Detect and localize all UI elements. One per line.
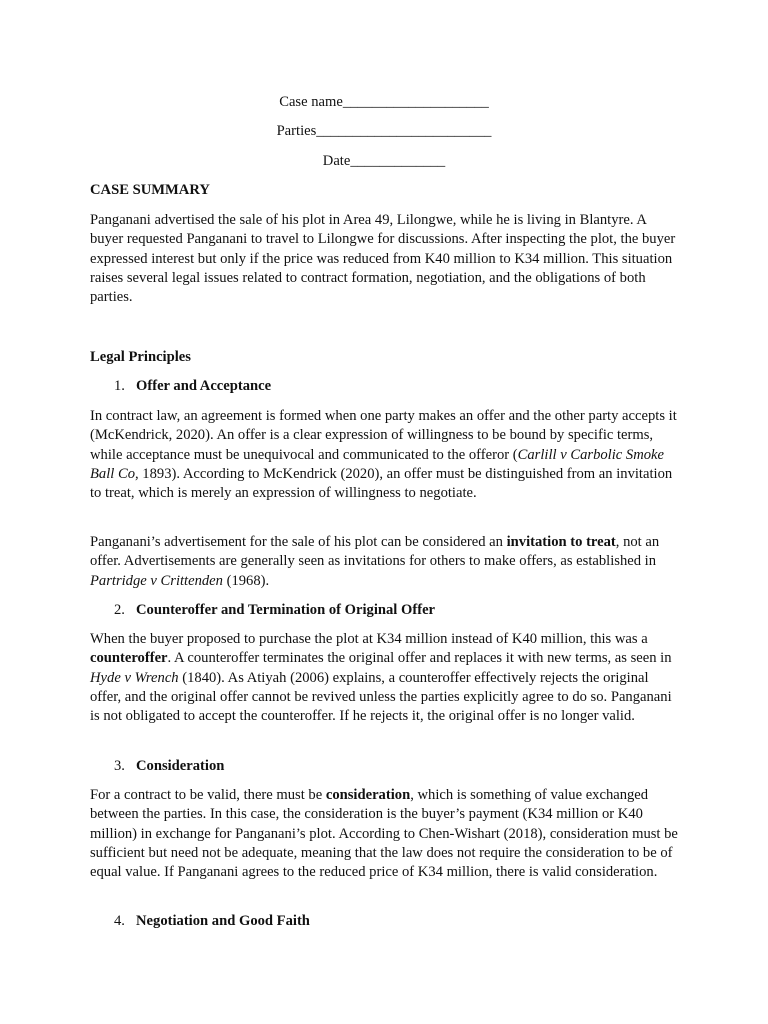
offer-acceptance-paragraph-1: In contract law, an agreement is formed when one party makes an offer and the other party accepts it (McKendrick, 2020). An offer is a clear expression of willingness to be bound by specific terms, while acceptance must be unequivocal and communicated to the offeror (Carlill v Carbolic Smoke Ball Co, 1893). According to McKendrick (2020), an offer must be distinguished from an invitation to treat, which is merely an expression of willingness to negotiate. xyxy=(90,408,677,502)
case-name-line: Case name____________________ xyxy=(279,94,489,110)
consideration-paragraph: For a contract to be valid, there must be consideration, which is something of value exchanged between the parties. In this case, the consideration is the buyer’s payment (K34 million or K40 million) in exchange for Panganani’s plot. According to Chen-Wishart (2018), consideration must be sufficient but need not be adequate, meaning that the law does not require the consideration to be of equal value. If Panganani agrees to the reduced price of K34 million, there is valid consideration. xyxy=(90,787,678,881)
section-title: Negotiation and Good Faith xyxy=(136,913,310,929)
section-heading-consideration xyxy=(114,757,224,776)
section-number: 1. xyxy=(114,378,125,394)
key-term: invitation to treat xyxy=(506,534,616,550)
case-citation: Hyde v Wrench xyxy=(90,669,179,686)
section-number: 3. xyxy=(114,758,125,774)
counteroffer-paragraph: When the buyer proposed to purchase the plot at K34 million instead of K40 million, this was a counteroffer. A counteroffer terminates the original offer and replaces it with new terms, as seen in Hyde v Wrench (1840). As Atiyah (2006) explains, a counteroffer effectively rejects the original offer, and the original offer cannot be revived unless the parties explicitly agree to do so. Panganani is not obligated to accept the counteroffer. If he rejects it, the original offer is no longer valid. xyxy=(90,631,672,725)
section-title: Consideration xyxy=(136,758,225,774)
section-title: Counteroffer and Termination of Original Offer xyxy=(136,602,436,618)
section-title: Offer and Acceptance xyxy=(136,378,272,394)
key-term: counteroffer xyxy=(90,650,168,667)
legal-principles-heading: Legal Principles xyxy=(90,349,191,365)
section-heading-counteroffer xyxy=(114,601,435,620)
case-summary-heading: CASE SUMMARY xyxy=(90,182,210,198)
date-line: Date_____________ xyxy=(322,153,446,169)
section-heading-negotiation xyxy=(114,912,310,931)
key-term: consideration xyxy=(325,787,411,803)
parties-line: Parties________________________ xyxy=(276,123,492,139)
section-heading-offer-acceptance xyxy=(114,377,271,396)
case-citation: Partridge v Crittenden xyxy=(90,572,223,589)
section-number: 2. xyxy=(114,602,125,618)
case-citation: Carlill v Carbolic Smoke Ball Co xyxy=(90,446,664,482)
offer-acceptance-paragraph-2: Panganani’s advertisement for the sale of his plot can be considered an invitation to treat, not an offer. Advertisements are generally seen as invitations for others to make offers, as established in Partridge v Crittenden (1968). xyxy=(90,534,660,589)
section-number: 4. xyxy=(114,913,125,929)
case-summary-paragraph: Panganani advertised the sale of his plot in Area 49, Lilongwe, while he is living in Blantyre. A buyer requested Panganani to travel to Lilongwe for discussions. After inspecting the plot, the buyer expressed interest but only if the price was reduced from K40 million to K34 million. This situation raises several legal issues related to contract formation, negotiation, and the obligations of both parties. xyxy=(90,212,676,306)
